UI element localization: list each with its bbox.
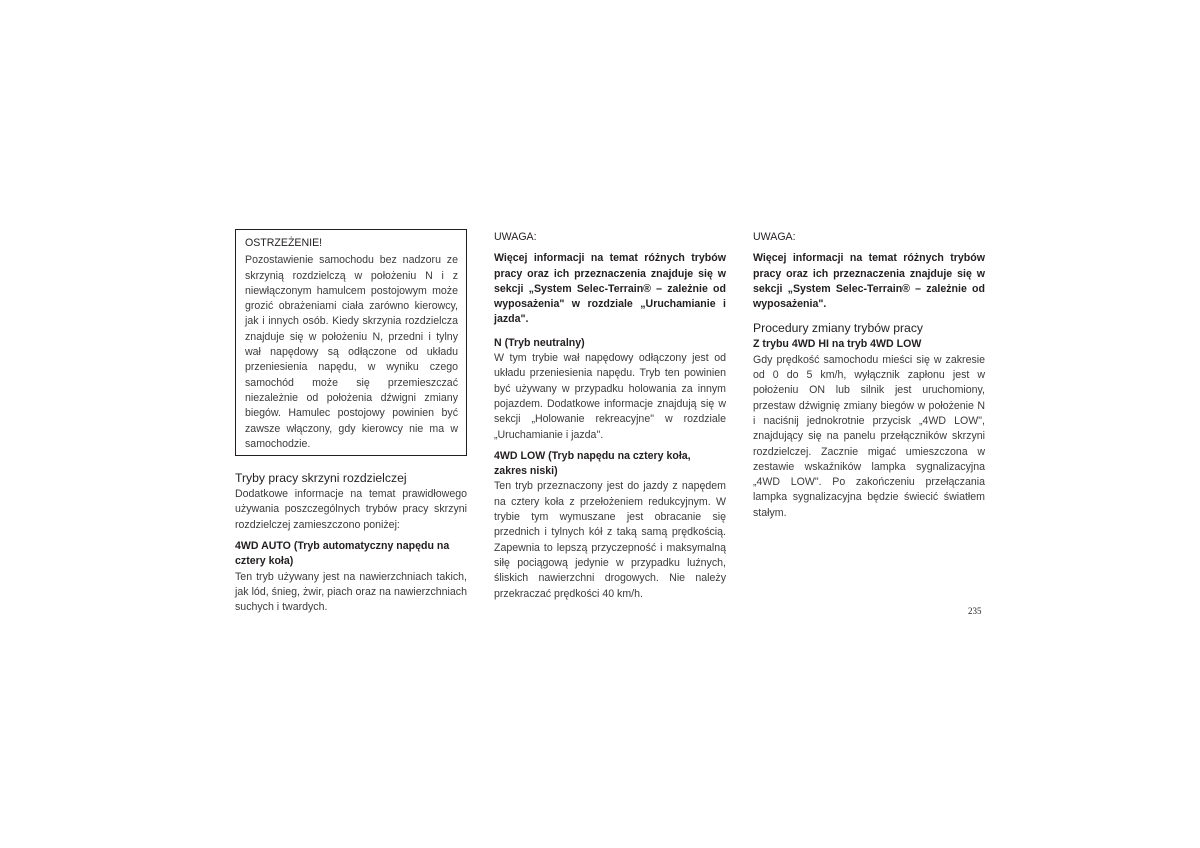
column-left [235,229,467,622]
mode-n-body: W tym trybie wał napędowy odłączony jest od układu przeniesienia napędu. Tryb ten powinien być używany w przypadku holowania za innym pojazdem. Dodatkowe informacje znajdują się w sekcji „Holowanie rekreacyjne" w rozdziale „Uruchamianie i jazda". [494,352,726,441]
mode-4wd-auto-title: 4WD AUTO (Tryb automatyczny napędu na cztery koła) [235,540,450,568]
warning-box [235,229,467,456]
column-middle [494,230,726,608]
note-label: UWAGA: [494,231,537,243]
mode-4wd-auto-body: Ten tryb używany jest na nawierzchniach takich, jak lód, śnieg, żwir, piach oraz na nawierzchniach suchych i twardych. [235,570,467,614]
mode-4wd-low-title: 4WD LOW (Tryb napędu na cztery koła, zakres niski) [494,449,691,478]
column-right [753,230,985,527]
section-title-modes: Tryby pracy skrzyni rozdzielczej [235,471,407,486]
section-title-procedures: Procedury zmiany trybów pracy [753,321,924,336]
warning-title: OSTRZEŻENIE! [245,237,323,249]
page-number: 235 [968,606,982,616]
note-label: UWAGA: [753,231,796,243]
note-body: Więcej informacji na temat różnych trybów pracy oraz ich przeznaczenia znajduje się w sekcji „System Selec-Terrain® – zależnie od wyposażenia". [753,252,985,311]
mode-4wd-low-body: Ten tryb przeznaczony jest do jazdy z napędem na cztery koła z przełożeniem redukcyjnym. W trybie tym wymuszane jest obracanie się przednich i tylnych kół z taką samą prędkością. Zapewnia to lepszą przyczepność i maksymalną siłę pociągową jedynie w przypadku luźnych, śliskich nawierzchni drogowych. Nie należy przekraczać prędkości 40 km/h. [494,480,726,600]
note-body: Więcej informacji na temat różnych trybów pracy oraz ich przeznaczenia znajduje się w sekcji „System Selec-Terrain® – zależnie od wyposażenia" w rozdziale „Uruchamianie i jazda". [494,252,726,326]
warning-body: Pozostawienie samochodu bez nadzoru ze skrzynią rozdzielczą w położeniu N i z niewłączonym hamulcem postojowym może grozić obrażeniami ciała zarówno kierowcy, jak i innych osób. Kiedy skrzynia rozdzielcza znajduje się w położeniu N, przedni i tylny wał napędowy są odłączone od układu przeniesienia napędu, w wyniku czego samochód może się przemieszczać niezależnie od położenia dźwigni zmiany biegów. Hamulec postojowy powinien być zawsze włączony, gdy kierowcy nie ma w samochodzie. [245,254,458,450]
procedure-body: Gdy prędkość samochodu mieści się w zakresie od 0 do 5 km/h, wyłącznik zapłonu jest w położeniu ON lub silnik jest uruchomiony, przestaw dźwignię zmiany biegów w położenie N i naciśnij jednokrotnie przycisk „4WD LOW", znajdujący się na panelu przełączników skrzyni rozdzielczej. Zacznie migać umieszczona w zestawie wskaźników lampka sygnalizacyjna „4WD LOW". Po zakończeniu przełączania lampka sygnalizacyjna będzie świecić światłem stałym. [753,353,985,519]
procedure-title: Z trybu 4WD HI na tryb 4WD LOW [753,338,922,351]
modes-intro: Dodatkowe informacje na temat prawidłowego używania poszczególnych trybów pracy skrzyni rozdzielczej zamieszczono poniżej: [235,488,467,531]
mode-n-title: N (Tryb neutralny) [494,336,585,349]
